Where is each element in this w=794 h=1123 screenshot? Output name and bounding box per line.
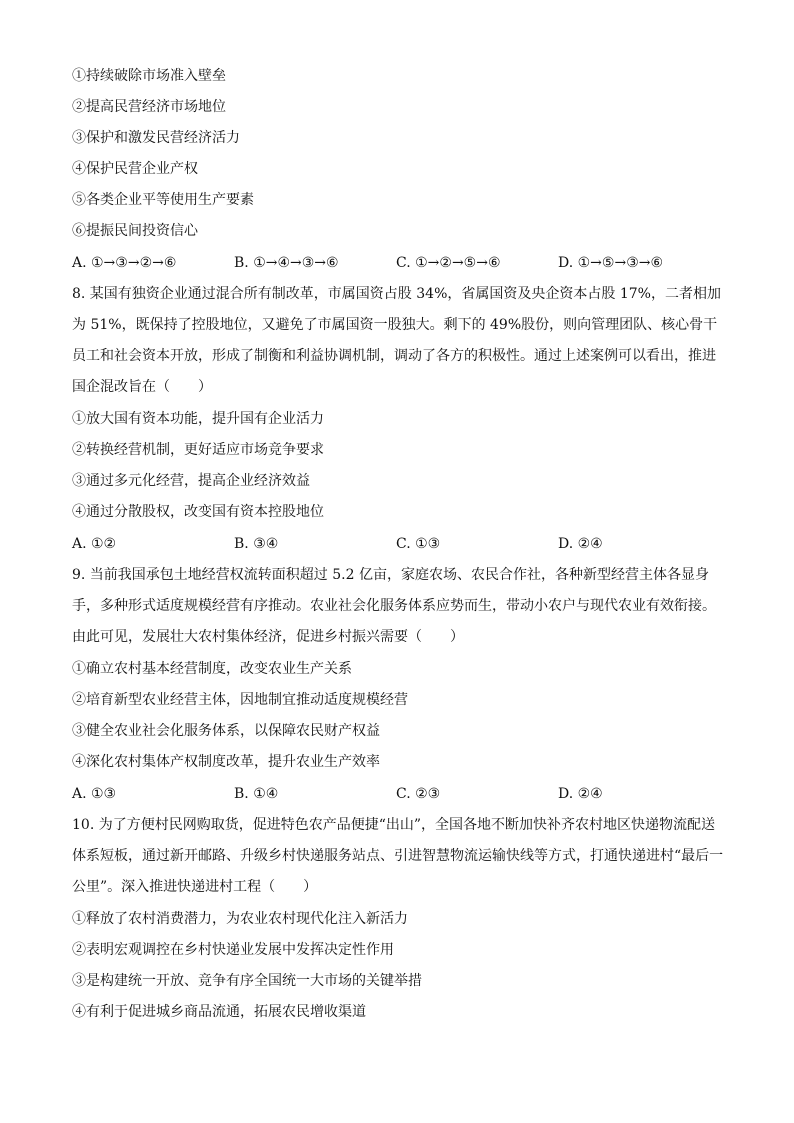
q8-option-a: A. ①②	[72, 536, 117, 552]
q7-option-a: A. ①→③→②→⑥	[72, 255, 177, 271]
q8-option-d: D. ②④	[558, 536, 603, 552]
q8-statement-2: ②转换经营机制，更好适应市场竞争要求	[72, 442, 324, 458]
q7-statement-3: ③保护和激发民营经济活力	[72, 130, 240, 146]
q7-statement-2: ②提高民营经济市场地位	[72, 99, 226, 115]
q7-option-d: D. ①→⑤→③→⑥	[558, 255, 664, 271]
q7-statement-4: ④保护民营企业产权	[72, 161, 198, 177]
q9-option-c: C. ②③	[396, 786, 441, 802]
q9-option-d: D. ②④	[558, 786, 603, 802]
q10-stem: 10. 为了方便村民网购取货，促进特色农产品便捷“出山”，全国各地不断加快补齐农村地区快递物流配送体系短板，通过新开邮路、升级乡村快递服务站点、引进智慧物流运输快线等方式，打通快递进村“最后一公里”。深入推进快递进村工程（ ）	[72, 817, 724, 895]
q7-option-b: B. ①→④→③→⑥	[234, 255, 339, 271]
q9-statement-1: ①确立农村基本经营制度，改变农业生产关系	[72, 661, 352, 677]
q7-options	[72, 254, 724, 272]
q9-options	[72, 785, 724, 803]
q10-statement-3: ③是构建统一开放、竞争有序全国统一大市场的关键举措	[72, 973, 422, 989]
q7-statement-6: ⑥提振民间投资信心	[72, 223, 198, 239]
q7-option-c: C. ①→②→⑤→⑥	[396, 255, 501, 271]
q7-statement-5: ⑤各类企业平等使用生产要素	[72, 192, 254, 208]
q8-options	[72, 535, 724, 553]
q8-statement-4: ④通过分散股权，改变国有资本控股地位	[72, 504, 324, 520]
q8-option-b: B. ③④	[234, 536, 279, 552]
q8-option-c: C. ①③	[396, 536, 441, 552]
q10-statement-1: ①释放了农村消费潜力，为农业农村现代化注入新活力	[72, 911, 408, 927]
q7-statement-1: ①持续破除市场准入壁垒	[72, 68, 226, 84]
q9-stem: 9. 当前我国承包土地经营权流转面积超过 5.2 亿亩，家庭农场、农民合作社，各种新型经营主体各显身手，多种形式适度规模经营有序推动。农业社会化服务体系应势而生，带动小农户与现代农业有效衔接。由此可见，发展壮大农村集体经济，促进乡村振兴需要（ ）	[72, 567, 716, 645]
q10-statement-4: ④有利于促进城乡商品流通，拓展农民增收渠道	[72, 1004, 366, 1020]
q9-statement-3: ③健全农业社会化服务体系，以保障农民财产权益	[72, 723, 380, 739]
q9-option-a: A. ①③	[72, 786, 117, 802]
q8-statement-1: ①放大国有资本功能，提升国有企业活力	[72, 411, 324, 427]
q9-option-b: B. ①④	[234, 786, 279, 802]
q9-statement-4: ④深化农村集体产权制度改革，提升农业生产效率	[72, 754, 380, 770]
q8-stem: 8. 某国有独资企业通过混合所有制改革，市属国资占股 34%，省属国资及央企资本占股 17%，二者相加为 51%，既保持了控股地位，又避免了市属国资一股独大。剩下的 49%股份，则向管理团队、核心骨干员工和社会资本开放，形成了制衡和利益协调机制，调动了各方的积极性。通过上述案例可以看出，推进国企混改旨在（ ）	[72, 286, 721, 395]
q9-statement-2: ②培育新型农业经营主体，因地制宜推动适度规模经营	[72, 692, 408, 708]
q8-statement-3: ③通过多元化经营，提高企业经济效益	[72, 473, 310, 489]
q10-statement-2: ②表明宏观调控在乡村快递业发展中发挥决定性作用	[72, 942, 394, 958]
